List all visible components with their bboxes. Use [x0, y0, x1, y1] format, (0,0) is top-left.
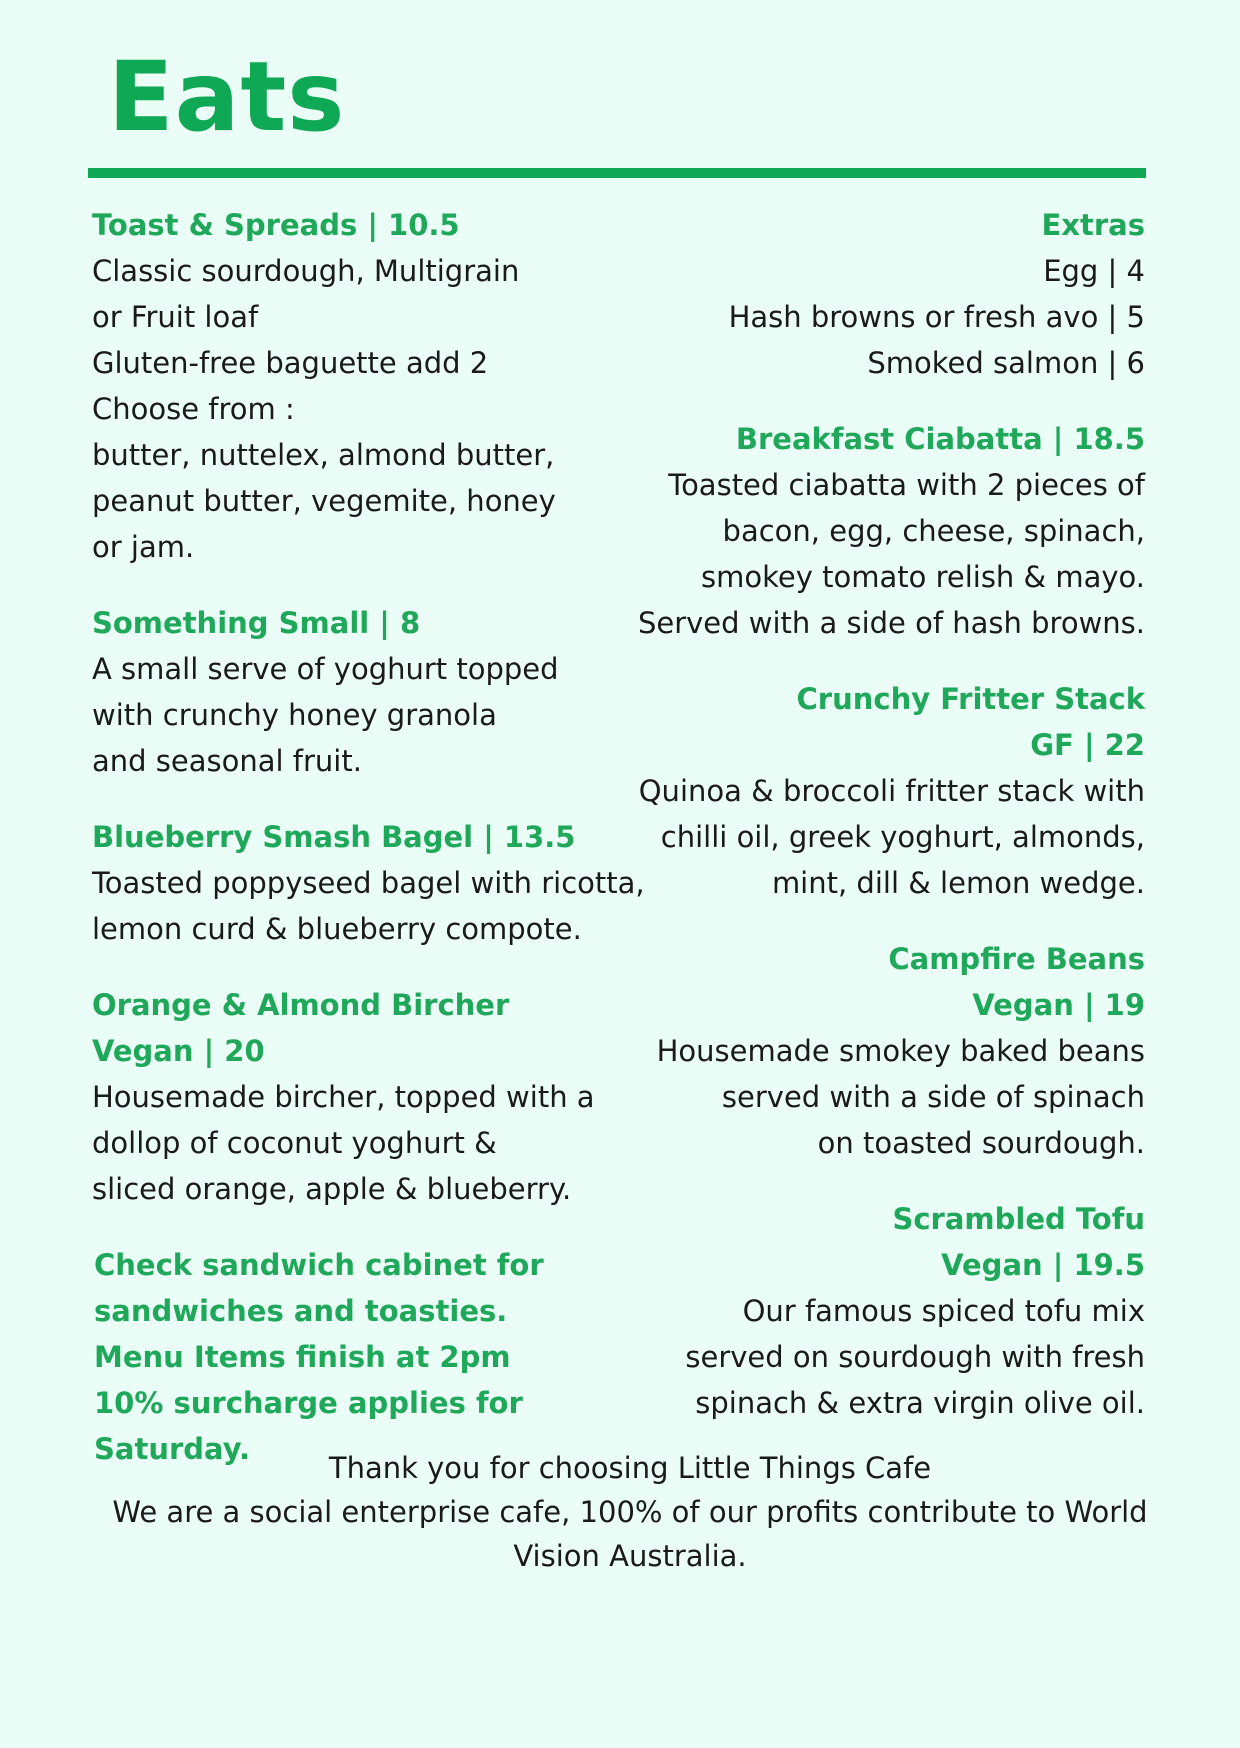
menu-item-description: served on sourdough with fresh: [685, 1340, 1145, 1374]
menu-item-price: Vegan | 20: [92, 1034, 265, 1068]
menu-item-description: bacon, egg, cheese, spinach,: [722, 514, 1145, 548]
menu-item-heading: Extras: [1041, 208, 1145, 242]
menu-item-description: Housemade smokey baked beans: [656, 1034, 1145, 1068]
menu-item-description: Toasted ciabatta with 2 pieces of: [668, 468, 1145, 502]
menu-item-description: Served with a side of hash browns.: [637, 606, 1145, 640]
notice-line: 10% surcharge applies for Saturday.: [94, 1386, 523, 1466]
notice-line: sandwiches and toasties.: [94, 1294, 508, 1328]
title-divider: [88, 168, 1146, 178]
menu-item-heading: Campfire Beans: [888, 942, 1145, 976]
menu-item-description: Our famous spiced tofu mix: [742, 1294, 1145, 1328]
menu-column-right: [585, 202, 1145, 1456]
menu-item-heading: Blueberry Smash Bagel | 13.5: [92, 820, 576, 854]
menu-item-description: on toasted sourdough.: [817, 1126, 1145, 1160]
menu-item: [585, 676, 1145, 906]
menu-item-description: served with a side of spinach: [721, 1080, 1145, 1114]
menu-item-heading: Breakfast Ciabatta | 18.5: [735, 422, 1145, 456]
menu-item-price: Vegan | 19: [972, 988, 1145, 1022]
footer-mission-cont: Vision Australia.: [513, 1539, 747, 1573]
menu-item-description: sliced orange, apple & blueberry.: [92, 1172, 572, 1206]
menu-item-description: A small serve of yoghurt topped: [92, 652, 559, 686]
menu-item-description: chilli oil, greek yoghurt, almonds,: [660, 820, 1145, 854]
menu-item-description: Housemade bircher, topped with a: [92, 1080, 595, 1114]
notice-line: Menu Items finish at 2pm: [94, 1340, 511, 1374]
menu-item-heading: Orange & Almond Bircher: [92, 988, 510, 1022]
extras-line: Hash browns or fresh avo | 5: [728, 300, 1145, 334]
menu-item-description: Toasted poppyseed bagel with ricotta,: [92, 866, 645, 900]
menu-item: [585, 416, 1145, 646]
menu-item-description: lemon curd & blueberry compote.: [92, 912, 582, 946]
menu-item-heading: Crunchy Fritter Stack: [796, 682, 1145, 716]
menu-item-description: Classic sourdough, Multigrain: [92, 254, 520, 288]
menu-item: [585, 1196, 1145, 1426]
menu-item-description: spinach & extra virgin olive oil.: [695, 1386, 1145, 1420]
menu-item-price: GF | 22: [1030, 728, 1145, 762]
menu-item-description: and seasonal fruit.: [92, 744, 362, 778]
menu-item-description: peanut butter, vegemite, honey: [92, 484, 556, 518]
extras-line: Egg | 4: [1043, 254, 1145, 288]
notice-line: Check sandwich cabinet for: [94, 1248, 544, 1282]
menu-item: [585, 936, 1145, 1166]
menu-item-description: dollop of coconut yoghurt &: [92, 1126, 497, 1160]
menu-item-description: butter, nuttelex, almond butter,: [92, 438, 555, 472]
page-title: Eats: [108, 41, 346, 153]
menu-item-heading: Toast & Spreads | 10.5: [92, 208, 460, 242]
footer-mission: We are a social enterprise cafe, 100% of our profits contribute to World: [112, 1495, 1148, 1529]
menu-item-description: or jam.: [92, 530, 195, 564]
menu-item-description: or Fruit loaf: [92, 300, 259, 334]
extras-section: [585, 202, 1145, 386]
footer-thanks: Thank you for choosing Little Things Cafe: [328, 1451, 932, 1485]
menu-item-description: smokey tomato relish & mayo.: [701, 560, 1145, 594]
footer-note: [100, 1446, 1160, 1578]
menu-item-description: Quinoa & broccoli fritter stack with: [638, 774, 1145, 808]
menu-item-description: with crunchy honey granola: [92, 698, 497, 732]
menu-item-description: Gluten-free baguette add 2: [92, 346, 489, 380]
menu-item-heading: Scrambled Tofu: [892, 1202, 1145, 1236]
extras-line: Smoked salmon | 6: [867, 346, 1145, 380]
menu-item-description: mint, dill & lemon wedge.: [771, 866, 1145, 900]
menu-item-description: Choose from :: [92, 392, 295, 426]
menu-item-price: Vegan | 19.5: [941, 1248, 1145, 1282]
menu-item-heading: Something Small | 8: [92, 606, 421, 640]
